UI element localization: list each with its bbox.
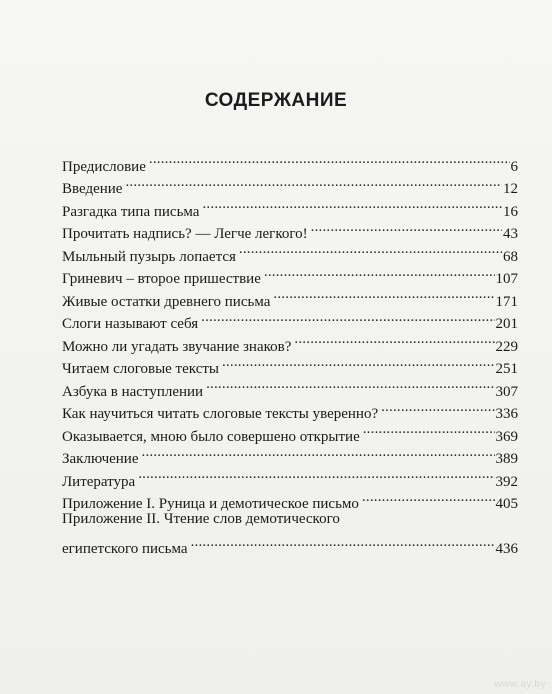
toc-entry-title: Литература xyxy=(62,473,136,490)
toc-leader-dots xyxy=(294,328,494,351)
watermark: www.ay.by xyxy=(494,679,546,690)
toc-entry-title-line2: египетского письма xyxy=(62,541,188,557)
toc-leader-dots xyxy=(273,283,494,306)
toc-leader-dots xyxy=(149,148,510,171)
toc-entry-page: 171 xyxy=(495,293,518,310)
toc-entry-title: Живые остатки древнего письма xyxy=(62,293,271,310)
toc-entry-title: Как научиться читать слоговые тексты уверенно? xyxy=(62,406,379,422)
toc-entry-title: Предисловие xyxy=(62,158,146,175)
toc-leader-dots xyxy=(142,441,495,464)
toc-entry-page: 389 xyxy=(495,451,518,467)
toc-entry xyxy=(62,148,518,175)
toc-leader-dots xyxy=(264,261,495,284)
toc-entry-continued xyxy=(62,508,518,531)
toc-leader-dots xyxy=(191,531,495,554)
toc-entry-page: 436 xyxy=(495,541,518,557)
toc-leader-dots xyxy=(381,396,494,419)
toc-entry-title: Можно ли угадать звучание знаков? xyxy=(62,338,292,355)
toc-entry-title: Разгадка типа письма xyxy=(62,203,200,220)
toc-leader-dots xyxy=(363,418,495,441)
toc-entry-page: 16 xyxy=(503,203,518,220)
page-title: СОДЕРЖАНИЕ xyxy=(204,90,348,111)
toc-entry-page: 201 xyxy=(495,316,518,332)
toc-entry-page: 68 xyxy=(503,248,518,265)
toc-leader-dots xyxy=(239,238,502,261)
toc-entry xyxy=(62,531,518,557)
toc-entry-title: Заключение xyxy=(62,451,139,467)
toc-entry-title: Читаем слоговые тексты xyxy=(62,361,219,377)
toc-entry-page: 229 xyxy=(495,338,518,355)
toc-entry-title: Введение xyxy=(62,181,123,197)
toc-entry-title: Прочитать надпись? — Легче легкого! xyxy=(62,226,308,242)
toc-entry-page: 392 xyxy=(495,473,518,490)
toc-entry-page: 369 xyxy=(495,428,518,445)
toc-entry-page: 12 xyxy=(503,181,518,197)
toc-entry-page: 405 xyxy=(495,496,518,512)
toc-entry-title-line1: Приложение II. Чтение слов демотического xyxy=(62,511,340,527)
toc-leader-dots xyxy=(201,306,494,329)
toc-entry-page: 6 xyxy=(510,158,518,175)
toc-leader-dots xyxy=(222,351,495,374)
table-of-contents xyxy=(62,148,518,557)
toc-entry-title: Приложение I. Руница и демотическое письмо xyxy=(62,496,359,512)
toc-entry-page: 307 xyxy=(495,383,518,400)
toc-entry-page: 336 xyxy=(495,406,518,422)
toc-entry xyxy=(62,171,518,197)
toc-leader-dots xyxy=(362,486,495,509)
toc-leader-dots xyxy=(311,216,502,239)
toc-entry-page: 43 xyxy=(503,226,518,242)
toc-entry-title: Слоги называют себя xyxy=(62,316,199,332)
toc-entry-title: Оказывается, мною было совершено открытие xyxy=(62,428,360,445)
toc-leader-dots xyxy=(206,373,494,396)
toc-leader-dots xyxy=(202,193,502,216)
toc-entry-title: Азбука в наступлении xyxy=(62,383,204,400)
toc-entry-page: 107 xyxy=(495,271,518,287)
toc-entry-title: Гриневич – второе пришествие xyxy=(62,271,261,287)
toc-leader-dots xyxy=(138,463,494,486)
toc-entry xyxy=(62,193,518,220)
toc-leader-dots xyxy=(125,171,502,194)
toc-entry-title: Мыльный пузырь лопается xyxy=(62,248,236,265)
toc-entry-page: 251 xyxy=(495,361,518,377)
